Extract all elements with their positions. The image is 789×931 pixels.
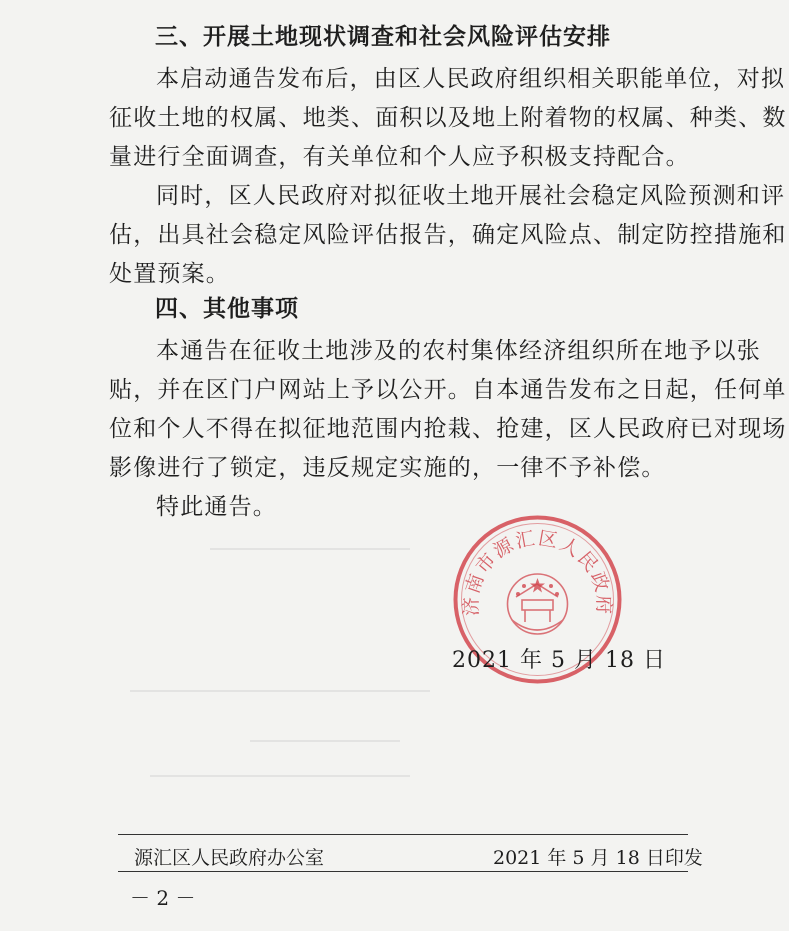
- closing-text: 特此通告。: [156, 494, 277, 520]
- footer-bottom-rule: [118, 871, 688, 872]
- footer-top-rule: [118, 834, 688, 835]
- section-3-para1-line2: 征收土地的权属、地类、面积以及地上附着物的权属、种类、数: [109, 105, 787, 131]
- bleed-through-line: [250, 740, 400, 742]
- bleed-through-line: [150, 775, 410, 777]
- bleed-through-line: [210, 548, 410, 550]
- section-3-para2-line2: 估，出具社会稳定风险评估报告，确定风险点、制定防控措施和: [109, 222, 787, 248]
- section-4-para1-line1: 本通告在征收土地涉及的农村集体经济组织所在地予以张: [156, 338, 761, 364]
- section-3-para1-line1: 本启动通告发布后，由区人民政府组织相关职能单位，对拟: [156, 66, 786, 92]
- section-3-para1-line3: 量进行全面调查，有关单位和个人应予积极支持配合。: [109, 144, 690, 170]
- svg-text:济南市源汇区人民政府: 济南市源汇区人民政府: [460, 527, 615, 617]
- section-4-para1-line2: 贴，并在区门户网站上予以公开。自本通告发布之日起，任何单: [109, 377, 787, 403]
- section-3-para2-line1: 同时，区人民政府对拟征收土地开展社会稳定风险预测和评: [156, 183, 786, 209]
- signature-date: 2021 年 5 月 18 日: [452, 648, 666, 673]
- section-3-para2-line3: 处置预案。: [109, 261, 230, 287]
- section-4-para1-line3: 位和个人不得在拟征地范围内抢栽、抢建，区人民政府已对现场: [109, 416, 787, 442]
- page-number: － 2 －: [130, 886, 196, 910]
- section-4-para1-line4: 影像进行了锁定，违反规定实施的，一律不予补偿。: [109, 455, 666, 481]
- bleed-through-line: [130, 690, 430, 692]
- footer-issue-date: 2021 年 5 月 18 日印发: [493, 847, 703, 869]
- section-4-heading: 四、其他事项: [155, 296, 299, 322]
- footer-issuer: 源汇区人民政府办公室: [134, 847, 325, 869]
- section-3-heading: 三、开展土地现状调查和社会风险评估安排: [155, 24, 611, 50]
